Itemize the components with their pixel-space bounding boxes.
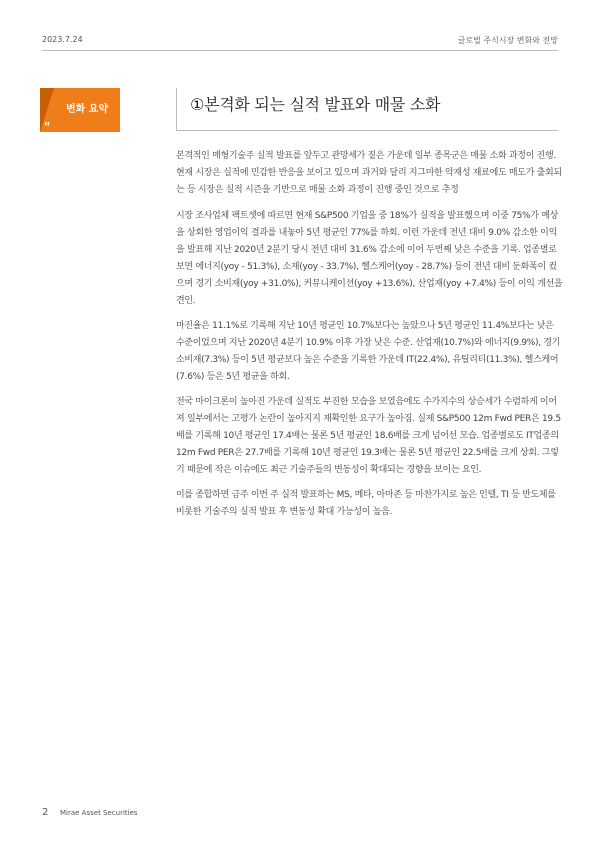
page-number: 2 [42,807,49,818]
section-title: ①본격화 되는 실적 발표와 매물 소화 [190,95,441,114]
quote-mark: " [44,120,51,134]
lead-paragraph: 본격적인 매형기술주 실적 발표를 앞두고 관망세가 짙은 가운데 일부 종목군은 매물 소화 과정이 진행. 현재 시장은 실적에 민감한 반응을 보이고 있으며 과거와 달리 지그마한 악재성 재료에도 매도가 출회되는 등 시장은 실적 시즌을 기반으로 매물 소화 과정이 진행 중인 것으로 추정 [176,151,562,195]
paragraph-conclusion: 이를 종합하면 금주 이번 주 실적 발표하는 MS, 메타, 아마존 등 마찬가지로 높은 인텔, TI 등 반도체를 비롯한 기술주의 실적 발표 후 변동성 확대 가능성이 높음. [176,490,556,517]
section-vertical-rule [176,88,177,130]
section-divider [176,130,558,131]
paragraph-margin: 마진율은 11.1%로 기록해 지난 10년 평균인 10.7%보다는 높았으나 5년 평균인 11.4%보다는 낮은 수준이었으며 지난 2020년 4분기 10.9% 이후 가장 낮은 수준. 산업재(10.7%)와 에너지(9.9%), 경기 소비재(7.3%) 등이 5년 평균보다 높은 수준을 기록한 가운데 IT(22.4%), 유틸리티(11.3%), 헬스케어(7.6%) 등은 5년 평균을 하회. [176,321,561,382]
report-date: 2023.7.24 [42,35,83,44]
header-divider [42,50,558,51]
section-tab-label: 변화 요약 [66,104,109,115]
body-content [176,148,564,529]
paragraph-earnings: 시장 조사업체 팩트셋에 따르면 현재 S&P500 기업을 중 18%가 실적을 발표했으며 이중 75%가 예상을 상회한 영업이익 결과를 내놓아 5년 평균인 77%를 하회. 이런 가운데 전년 대비 9.0% 감소한 이익을 발표해 지난 2020년 2분기 당시 전년 대비 31.6% 감소에 이어 두번째 낮은 수준을 기록. 업종별로 보면 에너지(yoy - 51.3%), 소재(yoy - 33.7%), 헬스케어(yoy - 28.7%) 등이 전년 대비 둔화폭이 컸으며 경기 소비재(yoy +31.0%), 커뮤니케이션(yoy +13.6%), 산업재(yoy +7.4%) 등이 이익 개선을 견인. [176,211,563,306]
paragraph-valuation: 전국 마이크론이 높아진 가운데 실적도 부진한 모습을 보였음에도 수가지수의 상승세가 수렴하게 이어져 일부에서는 고평가 논란이 높아지지 재확인한 요구가 높아짐. 실제 S&P500 12m Fwd PER은 19.5배를 기록해 10년 평균인 17.4배는 물론 5년 평균인 18.6배를 크게 넘어선 모습. 업종별로도 IT업종의 12m Fwd PER은 27.7배를 기록해 10년 평균인 19.3배는 물론 5년 평균인 22.5배를 크게 상회. 그렇기 때문에 작은 이슈에도 최근 기술주들의 변동성이 확대되는 경향을 보이는 요인. [176,397,561,475]
company-name: Mirae Asset Securities [60,809,138,817]
report-title: 글로벌 주식시장 변화와 전망 [457,36,558,45]
